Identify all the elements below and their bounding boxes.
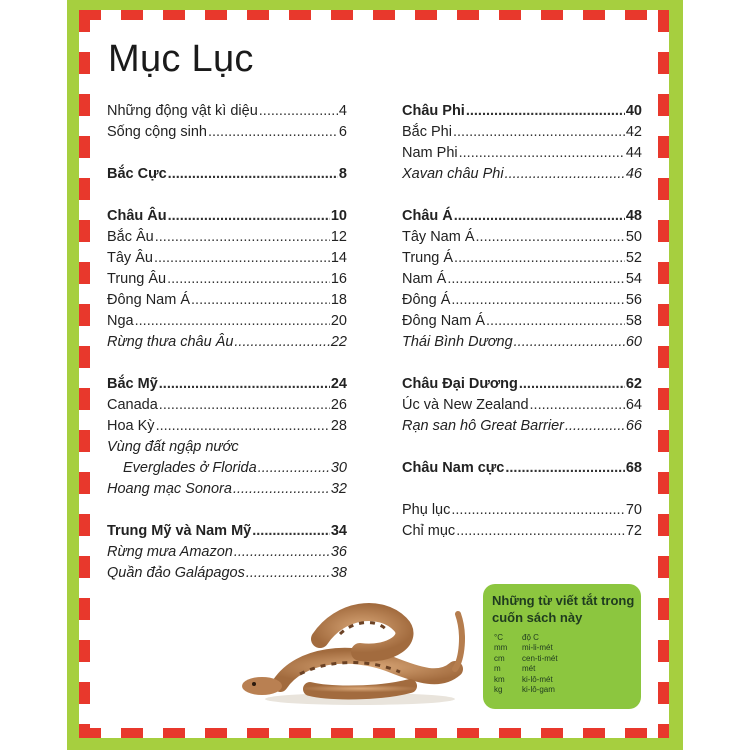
toc-page-number: 34 <box>330 523 347 539</box>
toc-entry-label: Rừng mưa Amazon <box>107 544 233 560</box>
toc-entry <box>107 563 347 584</box>
abbreviations-list <box>494 633 634 695</box>
toc-leader-dots <box>159 374 330 395</box>
toc-leader-dots <box>154 248 330 269</box>
toc-entry-label: Đông Á <box>402 292 451 308</box>
toc-entry <box>402 164 642 185</box>
toc-leader-dots <box>191 290 330 311</box>
toc-entry-label: Xavan châu Phi <box>402 166 504 182</box>
abbreviation-symbol: km <box>494 674 505 684</box>
toc-page-number: 54 <box>625 271 642 287</box>
toc-page-number: 8 <box>338 166 347 182</box>
toc-entry <box>402 332 642 353</box>
toc-leader-dots <box>565 416 625 437</box>
toc-page-number: 52 <box>625 250 642 266</box>
toc-entry-label: Châu Á <box>402 208 453 224</box>
toc-entry-label: Hoa Kỳ <box>107 418 155 434</box>
toc-leader-dots <box>234 332 329 353</box>
toc-page-number: 44 <box>625 145 642 161</box>
toc-entry <box>107 479 347 500</box>
toc-leader-dots <box>454 206 625 227</box>
toc-entry-label: Nam Á <box>402 271 447 287</box>
toc-page-number: 12 <box>330 229 347 245</box>
toc-entry <box>402 269 642 290</box>
abbreviation-meaning: ki-lô-gam <box>522 685 555 695</box>
abbreviation-row <box>494 675 634 685</box>
toc-leader-dots <box>447 269 625 290</box>
toc-page-number: 48 <box>625 208 642 224</box>
toc-entry <box>107 101 347 122</box>
section-gap <box>402 479 642 500</box>
toc-entry-label: Trung Mỹ và Nam Mỹ <box>107 523 252 539</box>
toc-entry-label: Bắc Mỹ <box>107 376 158 392</box>
toc-leader-dots <box>476 227 625 248</box>
toc-page-number: 10 <box>330 208 347 224</box>
toc-page-number: 4 <box>338 103 347 119</box>
toc-entry-label: Đông Nam Á <box>402 313 486 329</box>
abbreviation-meaning: ki-lô-mét <box>522 674 553 684</box>
toc-section-heading <box>402 374 642 395</box>
toc-page-number: 46 <box>625 166 642 182</box>
toc-entry-label: Phụ lục <box>402 502 451 518</box>
toc-entry-label: Trung Á <box>402 250 454 266</box>
toc-page-number: 72 <box>625 523 642 539</box>
toc-page-number: 68 <box>625 460 642 476</box>
toc-page-number: 18 <box>330 292 347 308</box>
toc-leader-dots <box>135 311 330 332</box>
toc-entry <box>107 290 347 311</box>
toc-leader-dots <box>453 122 625 143</box>
toc-entry <box>107 395 347 416</box>
toc-entry-label: Rạn san hô Great Barrier <box>402 418 564 434</box>
toc-page-number: 58 <box>625 313 642 329</box>
section-gap <box>107 500 347 521</box>
toc-section-heading <box>402 206 642 227</box>
toc-leader-dots <box>519 374 625 395</box>
abbreviation-symbol: kg <box>494 685 503 695</box>
toc-entry-label: Thái Bình Dương <box>402 334 513 350</box>
toc-page-number: 38 <box>330 565 347 581</box>
toc-leader-dots <box>208 122 338 143</box>
toc-entry-label: Châu Âu <box>107 208 167 224</box>
toc-entry <box>402 395 642 416</box>
toc-leader-dots <box>168 206 330 227</box>
section-gap <box>402 353 642 374</box>
abbreviation-symbol: mm <box>494 643 508 653</box>
toc-entry <box>402 311 642 332</box>
abbreviation-symbol: °C <box>494 633 503 642</box>
section-gap <box>107 353 347 374</box>
page-title: Mục Lục <box>108 38 254 80</box>
toc-section-heading <box>402 101 642 122</box>
toc-entry-label: Bắc Phi <box>402 124 452 140</box>
toc-page-number: 6 <box>338 124 347 140</box>
toc-page-number: 22 <box>330 334 347 350</box>
toc-entry <box>107 437 347 458</box>
toc-section-heading <box>107 374 347 395</box>
toc-page-number: 50 <box>625 229 642 245</box>
snake-image <box>240 594 470 706</box>
toc-entry <box>402 227 642 248</box>
toc-leader-dots <box>259 101 338 122</box>
toc-page-number: 14 <box>330 250 347 266</box>
toc-leader-dots <box>530 395 625 416</box>
toc-entry-label: Everglades ở Florida <box>123 460 257 476</box>
toc-leader-dots <box>514 332 625 353</box>
toc-entry <box>107 311 347 332</box>
toc-entry-label: Chỉ mục <box>402 523 456 539</box>
toc-entry <box>107 416 347 437</box>
toc-page-number: 28 <box>330 418 347 434</box>
toc-entry-label: Bắc Cực <box>107 166 167 182</box>
toc-entry <box>402 416 642 437</box>
toc-entry <box>107 227 347 248</box>
toc-leader-dots <box>168 164 338 185</box>
toc-leader-dots <box>233 479 330 500</box>
abbreviation-meaning: mét <box>522 664 536 674</box>
toc-leader-dots <box>155 227 330 248</box>
toc-leader-dots <box>486 311 625 332</box>
toc-leader-dots <box>456 521 625 542</box>
abbreviations-title: Những từ viết tắt trong cuốn sách này <box>492 593 635 625</box>
toc-entry-label: Sống cộng sinh <box>107 124 207 140</box>
abbreviation-row <box>494 633 634 643</box>
toc-leader-dots <box>451 290 624 311</box>
toc-entry-label: Châu Đại Dương <box>402 376 518 392</box>
toc-section-heading <box>107 164 347 185</box>
toc-entry-label: Châu Phi <box>402 103 465 119</box>
toc-entry-label: Nam Phi <box>402 145 458 161</box>
toc-entry-label: Hoang mạc Sonora <box>107 481 232 497</box>
toc-leader-dots <box>159 395 330 416</box>
toc-leader-dots <box>505 458 624 479</box>
toc-leader-dots <box>167 269 330 290</box>
toc-page-number: 30 <box>330 460 347 476</box>
toc-page-number: 36 <box>330 544 347 560</box>
toc-page-number: 20 <box>330 313 347 329</box>
toc-leader-dots <box>466 101 625 122</box>
toc-entry-label: Tây Âu <box>107 250 153 266</box>
abbreviation-row <box>494 664 634 674</box>
toc-entry <box>107 248 347 269</box>
toc-left-column <box>107 101 347 584</box>
abbreviation-symbol: cm <box>494 653 505 663</box>
abbreviation-meaning: mi-li-mét <box>522 643 553 653</box>
toc-entry-label: Úc và New Zealand <box>402 397 529 413</box>
section-gap <box>107 185 347 206</box>
toc-right-column <box>402 101 642 542</box>
toc-entry <box>402 248 642 269</box>
toc-leader-dots <box>459 143 625 164</box>
toc-entry <box>402 143 642 164</box>
toc-leader-dots <box>454 248 625 269</box>
toc-page-number: 26 <box>330 397 347 413</box>
toc-page-number: 32 <box>330 481 347 497</box>
toc-page-number: 62 <box>625 376 642 392</box>
abbreviation-symbol: m <box>494 664 501 674</box>
abbreviation-row <box>494 685 634 695</box>
toc-entry <box>107 542 347 563</box>
toc-entry-label: Nga <box>107 313 134 329</box>
toc-page-number: 16 <box>330 271 347 287</box>
toc-page-number: 56 <box>625 292 642 308</box>
section-gap <box>107 143 347 164</box>
abbreviation-row <box>494 654 634 664</box>
toc-entry-label: Vùng đất ngập nước <box>107 439 239 455</box>
toc-page-number: 40 <box>625 103 642 119</box>
toc-entry <box>402 521 642 542</box>
toc-section-heading <box>107 521 347 542</box>
toc-entry-label: Trung Âu <box>107 271 167 287</box>
toc-entry-label: Đông Nam Á <box>107 292 191 308</box>
toc-entry <box>402 290 642 311</box>
toc-leader-dots <box>234 542 330 563</box>
toc-entry <box>402 122 642 143</box>
section-gap <box>402 185 642 206</box>
toc-entry-label: Rừng thưa châu Âu <box>107 334 234 350</box>
abbreviation-row <box>494 643 634 653</box>
abbreviation-meaning: cen-ti-mét <box>522 653 558 663</box>
toc-entry-label: Bắc Âu <box>107 229 154 245</box>
toc-entry <box>107 269 347 290</box>
toc-leader-dots <box>252 521 330 542</box>
section-gap <box>402 437 642 458</box>
toc-leader-dots <box>451 500 624 521</box>
toc-entry <box>402 500 642 521</box>
toc-section-heading <box>107 206 347 227</box>
toc-leader-dots <box>156 416 330 437</box>
toc-section-heading <box>402 458 642 479</box>
toc-entry <box>107 332 347 353</box>
toc-entry <box>107 458 347 479</box>
toc-leader-dots <box>258 458 330 479</box>
toc-page-number: 70 <box>625 502 642 518</box>
toc-entry-label: Tây Nam Á <box>402 229 475 245</box>
toc-page-number: 60 <box>625 334 642 350</box>
abbreviation-meaning: độ C <box>522 633 539 642</box>
toc-page-number: 24 <box>330 376 347 392</box>
toc-entry <box>107 122 347 143</box>
toc-entry-label: Canada <box>107 397 158 413</box>
toc-page-number: 64 <box>625 397 642 413</box>
toc-entry-label: Châu Nam cực <box>402 460 505 476</box>
toc-page-number: 42 <box>625 124 642 140</box>
toc-leader-dots <box>246 563 330 584</box>
toc-entry-label: Quần đảo Galápagos <box>107 565 245 581</box>
toc-entry-label: Những động vật kì diệu <box>107 103 258 119</box>
toc-leader-dots <box>505 164 625 185</box>
toc-page-number: 66 <box>625 418 642 434</box>
